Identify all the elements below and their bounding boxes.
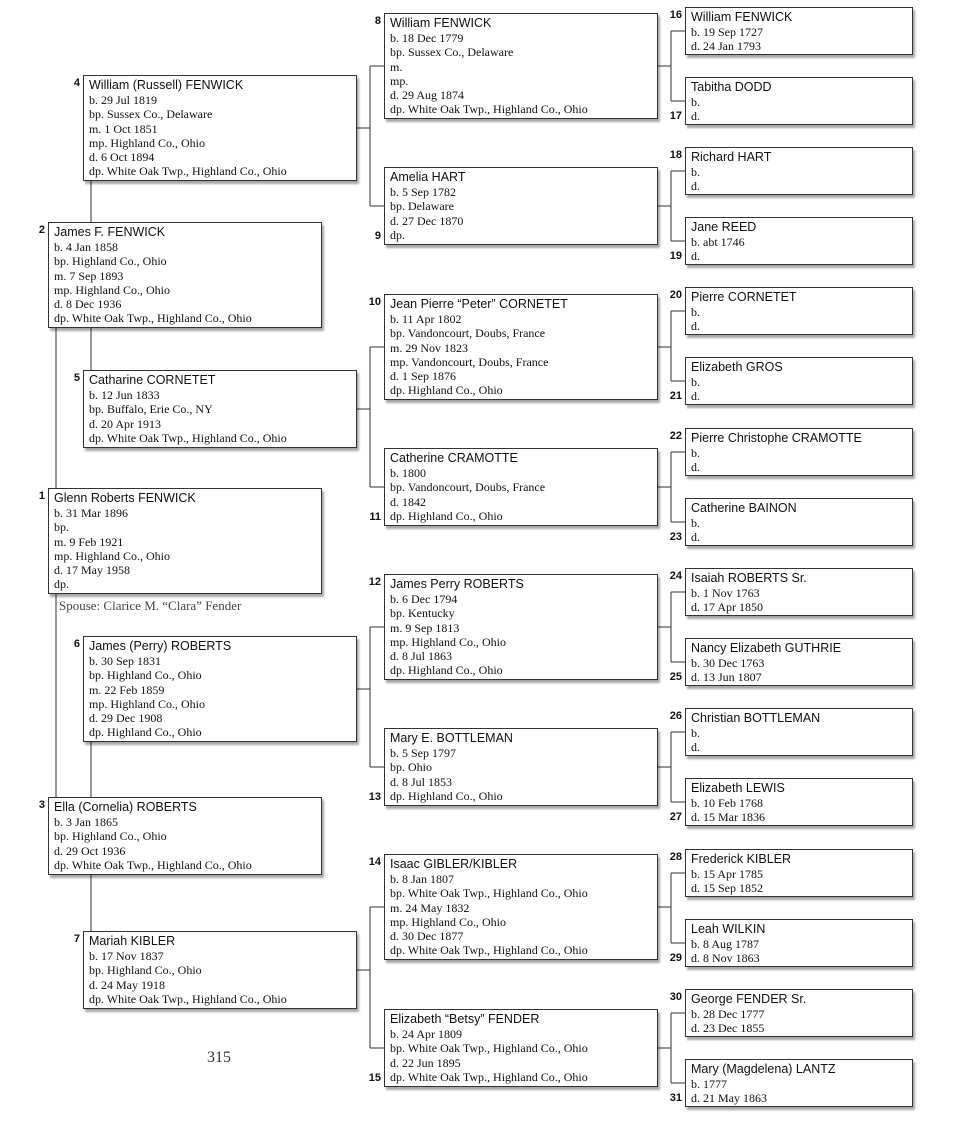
person-detail: b. 10 Feb 1768 (691, 796, 763, 810)
person-detail: dp. White Oak Twp., Highland Co., Ohio (390, 1069, 588, 1084)
person-detail: bp. Highland Co., Ohio (54, 254, 167, 269)
person-box-11 (384, 448, 658, 526)
person-box-15 (384, 1009, 658, 1087)
ahnentafel-number: 10 (368, 296, 381, 308)
ahnentafel-number: 12 (368, 576, 381, 588)
person-name: Tabitha DODD (691, 80, 772, 94)
ahnentafel-number: 2 (38, 224, 45, 236)
person-detail: dp. White Oak Twp., Highland Co., Ohio (54, 311, 252, 326)
person-box-12 (384, 574, 658, 680)
person-detail: bp. (54, 520, 69, 535)
person-detail: bp. Sussex Co., Delaware (89, 107, 213, 122)
person-detail: d. 24 Jan 1793 (691, 39, 761, 54)
person-detail: b. 15 Apr 1785 (691, 867, 763, 881)
person-detail: bp. Vandoncourt, Doubs, France (390, 480, 546, 495)
person-detail: bp. Ohio (390, 760, 432, 775)
person-box-27 (685, 778, 913, 826)
person-detail: b. 24 Apr 1809 (390, 1027, 462, 1041)
person-detail: dp. (390, 227, 405, 242)
person-detail: d. 8 Jul 1863 (390, 649, 453, 664)
person-detail: d. (691, 389, 700, 404)
ahnentafel-number: 17 (669, 110, 682, 122)
person-detail: bp. Vandoncourt, Doubs, France (390, 326, 546, 341)
ahnentafel-number: 24 (669, 570, 682, 582)
ahnentafel-number: 18 (669, 149, 682, 161)
person-name: Isaiah ROBERTS Sr. (691, 571, 807, 585)
person-name: Mariah KIBLER (89, 934, 176, 948)
person-name: James Perry ROBERTS (390, 577, 524, 591)
person-name: Elizabeth LEWIS (691, 781, 785, 795)
person-detail: d. 17 May 1958 (54, 563, 130, 578)
person-box-4 (83, 75, 357, 181)
person-detail: d. 21 May 1863 (691, 1091, 767, 1106)
person-box-7 (83, 931, 357, 1009)
ahnentafel-number: 15 (368, 1072, 381, 1084)
person-detail: dp. Highland Co., Ohio (390, 663, 503, 678)
person-box-5 (83, 370, 357, 448)
person-name: Elizabeth “Betsy” FENDER (390, 1012, 540, 1026)
person-box-16 (685, 7, 913, 55)
person-name: James (Perry) ROBERTS (89, 639, 232, 653)
person-detail: dp. Highland Co., Ohio (390, 788, 503, 803)
person-detail: mp. Highland Co., Ohio (390, 634, 506, 649)
person-detail: b. 1800 (390, 466, 426, 480)
person-detail: mp. Highland Co., Ohio (54, 548, 170, 563)
person-detail: d. (691, 109, 700, 124)
person-detail: dp. White Oak Twp., Highland Co., Ohio (89, 430, 287, 445)
person-detail: d. (691, 460, 700, 475)
person-name: Catherine CRAMOTTE (390, 451, 518, 465)
ahnentafel-number: 31 (669, 1092, 682, 1104)
person-name: Jane REED (691, 220, 757, 234)
person-detail: dp. White Oak Twp., Highland Co., Ohio (89, 991, 287, 1006)
person-box-25 (685, 638, 913, 686)
ahnentafel-number: 7 (73, 933, 80, 945)
person-detail: b. (691, 446, 700, 460)
person-detail: d. 24 May 1918 (89, 977, 165, 992)
person-detail: mp. (390, 73, 409, 88)
person-detail: dp. White Oak Twp., Highland Co., Ohio (54, 857, 252, 872)
person-detail: m. 24 May 1832 (390, 900, 470, 915)
person-detail: mp. Highland Co., Ohio (390, 914, 506, 929)
ahnentafel-number: 6 (73, 638, 80, 650)
person-detail: b. 8 Aug 1787 (691, 937, 760, 951)
ahnentafel-number: 20 (669, 289, 682, 301)
person-box-10 (384, 294, 658, 400)
person-detail: m. 9 Feb 1921 (54, 534, 124, 549)
person-detail: dp. Highland Co., Ohio (390, 383, 503, 398)
ahnentafel-number: 9 (374, 230, 381, 242)
ahnentafel-number: 19 (669, 250, 682, 262)
person-detail: b. 28 Dec 1777 (691, 1007, 765, 1021)
person-name: Catharine CORNETET (89, 373, 216, 387)
person-box-2 (48, 222, 322, 328)
person-box-20 (685, 287, 913, 335)
person-detail: m. (390, 59, 403, 74)
person-detail: mp. Highland Co., Ohio (54, 282, 170, 297)
person-detail: d. 29 Aug 1874 (390, 88, 465, 103)
person-detail: b. 19 Sep 1727 (691, 25, 763, 39)
person-detail: b. 6 Dec 1794 (390, 592, 458, 606)
person-detail: d. (691, 530, 700, 545)
person-detail: dp. Highland Co., Ohio (390, 508, 503, 523)
person-box-13 (384, 728, 658, 806)
person-detail: d. 13 Jun 1807 (691, 670, 762, 685)
person-detail: b. 12 Jun 1833 (89, 388, 160, 402)
ahnentafel-number: 1 (38, 490, 45, 502)
person-detail: d. 8 Nov 1863 (691, 951, 760, 966)
person-detail: d. 30 Dec 1877 (390, 929, 464, 944)
person-box-1 (48, 488, 322, 594)
person-detail: b. 1 Nov 1763 (691, 586, 760, 600)
person-name: Catherine BAINON (691, 501, 797, 515)
person-box-30 (685, 989, 913, 1037)
person-detail: d. 17 Apr 1850 (691, 600, 763, 615)
person-detail: b. (691, 305, 700, 319)
person-detail: d. (691, 740, 700, 755)
person-detail: d. 23 Dec 1855 (691, 1021, 765, 1036)
person-detail: d. 20 Apr 1913 (89, 416, 161, 431)
ahnentafel-number: 14 (368, 856, 381, 868)
person-detail: b. 3 Jan 1865 (54, 815, 118, 829)
person-detail: b. 4 Jan 1858 (54, 240, 118, 254)
person-name: Elizabeth GROS (691, 360, 783, 374)
person-box-28 (685, 849, 913, 897)
person-detail: d. 22 Jun 1895 (390, 1055, 461, 1070)
person-name: Leah WILKIN (691, 922, 766, 936)
person-detail: b. (691, 375, 700, 389)
ahnentafel-number: 22 (669, 430, 682, 442)
person-detail: b. (691, 516, 700, 530)
person-detail: b. 11 Apr 1802 (390, 312, 462, 326)
person-detail: b. 30 Dec 1763 (691, 656, 765, 670)
person-detail: bp. Highland Co., Ohio (89, 668, 202, 683)
person-detail: b. 8 Jan 1807 (390, 872, 454, 886)
person-name: Mary E. BOTTLEMAN (390, 731, 513, 745)
spouse-note: Spouse: Clarice M. “Clara” Fender (59, 598, 242, 613)
person-detail: d. 15 Mar 1836 (691, 810, 765, 825)
person-detail: dp. (54, 577, 69, 592)
person-detail: m. 9 Sep 1813 (390, 620, 460, 635)
ahnentafel-number: 3 (38, 799, 45, 811)
person-detail: d. 1842 (390, 494, 426, 509)
ahnentafel-number: 5 (73, 372, 80, 384)
person-box-14 (384, 854, 658, 960)
person-name: William (Russell) FENWICK (89, 78, 244, 92)
person-box-29 (685, 919, 913, 967)
person-detail: m. 7 Sep 1893 (54, 268, 124, 283)
person-box-24 (685, 568, 913, 616)
person-detail: bp. Highland Co., Ohio (89, 963, 202, 978)
person-box-9 (384, 167, 658, 245)
person-name: Amelia HART (390, 170, 466, 184)
ahnentafel-number: 23 (669, 531, 682, 543)
person-detail: b. 18 Dec 1779 (390, 31, 464, 45)
person-name: William FENWICK (691, 10, 793, 24)
person-detail: b. (691, 165, 700, 179)
person-name: Pierre Christophe CRAMOTTE (691, 431, 862, 445)
person-detail: d. 8 Jul 1853 (390, 774, 453, 789)
person-detail: b. 1777 (691, 1077, 727, 1091)
person-detail: m. 29 Nov 1823 (390, 340, 468, 355)
person-box-8 (384, 13, 658, 119)
person-name: William FENWICK (390, 16, 492, 30)
person-detail: d. (691, 179, 700, 194)
person-name: James F. FENWICK (54, 225, 166, 239)
person-detail: d. 29 Oct 1936 (54, 843, 126, 858)
ahnentafel-number: 16 (669, 9, 682, 21)
person-box-18 (685, 147, 913, 195)
person-name: Frederick KIBLER (691, 852, 792, 866)
person-box-23 (685, 498, 913, 546)
person-box-22 (685, 428, 913, 476)
person-box-17 (685, 77, 913, 125)
person-detail: b. 29 Jul 1819 (89, 93, 158, 107)
person-name: Richard HART (691, 150, 772, 164)
person-detail: d. 1 Sep 1876 (390, 369, 456, 384)
person-name: Mary (Magdelena) LANTZ (691, 1062, 836, 1076)
person-name: Isaac GIBLER/KIBLER (390, 857, 518, 871)
person-box-3 (48, 797, 322, 875)
person-detail: bp. White Oak Twp., Highland Co., Ohio (390, 886, 588, 901)
person-detail: d. 27 Dec 1870 (390, 213, 464, 228)
person-name: Glenn Roberts FENWICK (54, 491, 196, 505)
person-name: George FENDER Sr. (691, 992, 807, 1006)
person-detail: bp. Sussex Co., Delaware (390, 45, 514, 60)
ahnentafel-number: 25 (669, 671, 682, 683)
person-detail: bp. Kentucky (390, 606, 455, 621)
ahnentafel-number: 8 (374, 15, 381, 27)
person-detail: b. 17 Nov 1837 (89, 949, 164, 963)
ahnentafel-number: 26 (669, 710, 682, 722)
ahnentafel-number: 11 (369, 511, 381, 523)
person-detail: mp. Highland Co., Ohio (89, 696, 205, 711)
person-detail: mp. Vandoncourt, Doubs, France (390, 354, 549, 369)
person-detail: dp. White Oak Twp., Highland Co., Ohio (390, 943, 588, 958)
person-detail: d. (691, 319, 700, 334)
person-name: Ella (Cornelia) ROBERTS (54, 800, 197, 814)
person-detail: d. 8 Dec 1936 (54, 297, 122, 312)
person-detail: mp. Highland Co., Ohio (89, 135, 205, 150)
person-detail: d. 29 Dec 1908 (89, 711, 163, 726)
person-name: Christian BOTTLEMAN (691, 711, 821, 725)
person-detail: b. (691, 95, 700, 109)
person-box-26 (685, 708, 913, 756)
person-name: Jean Pierre “Peter” CORNETET (390, 297, 568, 311)
person-name: Nancy Elizabeth GUTHRIE (691, 641, 842, 655)
person-detail: m. 1 Oct 1851 (89, 121, 158, 136)
ahnentafel-number: 27 (669, 811, 682, 823)
person-detail: d. 15 Sep 1852 (691, 881, 763, 896)
person-detail: bp. White Oak Twp., Highland Co., Ohio (390, 1041, 588, 1056)
person-detail: bp. Buffalo, Erie Co., NY (89, 402, 213, 417)
page-number: 315 (207, 1049, 231, 1066)
person-detail: d. (691, 249, 700, 264)
person-detail: m. 22 Feb 1859 (89, 682, 165, 697)
person-detail: b. 5 Sep 1782 (390, 185, 456, 199)
person-box-19 (685, 217, 913, 265)
person-box-31 (685, 1059, 913, 1107)
person-detail: bp. Highland Co., Ohio (54, 829, 167, 844)
person-detail: b. abt 1746 (691, 235, 745, 249)
ahnentafel-number: 21 (669, 390, 682, 402)
ahnentafel-number: 29 (669, 952, 682, 964)
person-detail: dp. Highland Co., Ohio (89, 725, 202, 740)
person-box-21 (685, 357, 913, 405)
person-name: Pierre CORNETET (691, 290, 797, 304)
person-detail: bp. Delaware (390, 199, 454, 214)
person-detail: dp. White Oak Twp., Highland Co., Ohio (89, 164, 287, 179)
ahnentafel-number: 28 (669, 851, 682, 863)
person-detail: d. 6 Oct 1894 (89, 150, 155, 165)
ahnentafel-number: 30 (669, 991, 682, 1003)
person-detail: b. 31 Mar 1896 (54, 506, 128, 520)
ahnentafel-number: 4 (73, 77, 80, 89)
person-box-6 (83, 636, 357, 742)
person-detail: b. 30 Sep 1831 (89, 654, 161, 668)
person-detail: dp. White Oak Twp., Highland Co., Ohio (390, 102, 588, 117)
person-detail: b. 5 Sep 1797 (390, 746, 456, 760)
ahnentafel-number: 13 (368, 791, 381, 803)
person-detail: b. (691, 726, 700, 740)
